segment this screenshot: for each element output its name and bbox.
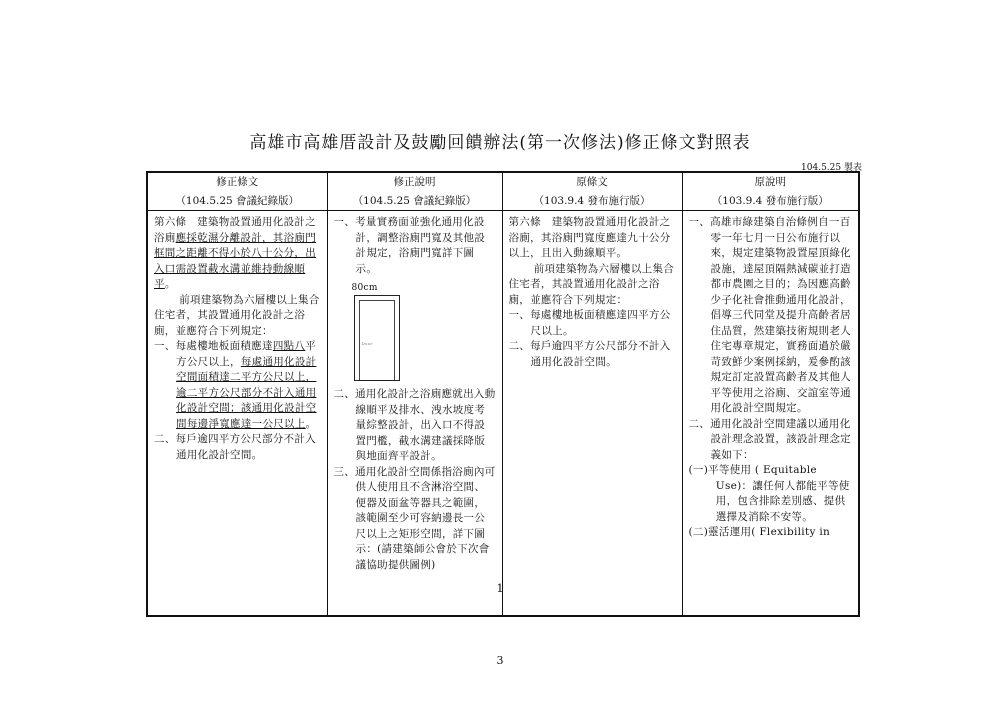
note-item: 一、高雄市綠建築自治條例自一百零一年七月一日公布施行以來，規定建築物設置屋頂綠化設施，達屋頂隔熱減碳並打造都市農園之目的；為因應高齡少子化社會推動通用化設計，倡導三代同堂及提升高齡者居住品質，然建築技術規則老人住宅專章規定，實務面過於嚴苛致鮮少案例採納，爰參酌該規定訂定設置高齡者及其他人平等使用之浴廁、交誼室等通用化設計空間規定。 (688, 216, 851, 414)
article-item: 二、每戶逾四平方公尺部分不計入通用化設計空間。 (154, 433, 316, 461)
made-date: 104.5.25 製表 (801, 163, 862, 173)
note-item: 三、通用化設計空間係指浴廁內可供人使用且不含淋浴空間、便器及面盆等器具之範圍，該範圍至少可容納邊長一公尺以上之矩形空間，詳下圖示：(請建築師公會於下次會議協助提供圖例) (333, 465, 496, 571)
cell-revised-note (327, 211, 502, 617)
header-sub: （104.5.25 會議紀錄版） (352, 195, 477, 207)
header-revised-note (327, 172, 502, 211)
revised-underline: 應採乾濕分離設計，其浴廁門框間之距離不得小於八十公分，出入口需設置截水溝並維持動線順平 (154, 231, 317, 290)
revised-underline: 四點八 (272, 340, 306, 352)
header-revised-article (147, 172, 327, 211)
note-item: 一、考量實務面並強化通用化設計，調整浴廁門寬及其他設計規定，浴廁門寬詳下圖示。 (333, 216, 486, 275)
article-item: 二、每戶逾四平方公尺部分不計入通用化設計空間。 (508, 340, 671, 368)
door-frame (354, 295, 400, 381)
outer-page-number: 3 (496, 654, 504, 667)
note-item: 二、通用化設計空間建議以通用化設計理念設置，該設計理念定義如下： (688, 417, 851, 461)
article-paragraph: 第六條 建築物設置通用化設計之浴廁應採乾濕分離設計，其浴廁門框間之距離不得小於八十公分，出入口需設置截水溝並維持動線順平。 (154, 216, 317, 290)
article-item: 一、每處樓地板面積應達四點八平方公尺以上，每處通用化設計空間面積達二平方公尺以上，逾二平方公尺部分不計入通用化設計空間；該通用化設計空間每邊淨寬應達一公尺以上。 (154, 340, 317, 430)
note-subitem: (一)平等使用 ( Equitable Use)：讓任何人都能平等使用，包含排除差別感、提供選擇及消除不安等。 (688, 464, 850, 523)
article-paragraph: 前項建築物為六層樓以上集合住宅者，其設置通用化設計之浴廁，並應符合下列規定： (508, 262, 675, 306)
header-sub: （104.5.25 會議紀錄版） (175, 195, 300, 207)
page-title: 高雄市高雄厝設計及鼓勵回饋辦法(第一次修法)修正條文對照表 (249, 133, 751, 153)
article-paragraph: 前項建築物為六層樓以上集合住宅者，其設置通用化設計之浴廁，並應符合下列規定： (154, 293, 320, 337)
door-tiny-label: Door (361, 341, 373, 346)
door-width-label: 80cm (351, 283, 378, 293)
revised-underline: 每處通用化設計空間面積達二平方公尺以上，逾二平方公尺部分不計入通用化設計空間；該通用化設計空間每邊淨寬應達一公尺以上 (176, 355, 317, 430)
header-original-note (682, 172, 859, 211)
cell-revised-article (147, 211, 327, 617)
note-subitem: (二)靈活運用( Flexibility in (688, 526, 831, 538)
header-label: 修正說明 (393, 176, 436, 188)
header-label: 原條文 (576, 176, 608, 188)
header-sub: （103.9.4 發布施行版） (533, 195, 651, 207)
cell-original-note (682, 211, 859, 617)
door-width-drawing (352, 281, 412, 381)
article-item: 一、每處樓地板面積應達四平方公尺以上。 (508, 309, 671, 337)
table-header-row (147, 172, 859, 211)
note-item: 二、通用化設計之浴廁應就出入動線順平及排水、洩水坡度考量綜整設計，出入口不得設置門檻，截水溝建議採降版與地面齊平設計。 (333, 388, 496, 462)
header-original-article (502, 172, 682, 211)
header-label: 原說明 (754, 176, 786, 188)
cell-original-article (502, 211, 682, 617)
header-sub: （103.9.4 發布施行版） (711, 195, 829, 207)
header-label: 修正條文 (216, 176, 259, 188)
table-body-row (147, 211, 859, 617)
inner-page-number: 1 (496, 582, 504, 595)
article-paragraph: 第六條 建築物設置通用化設計之浴廁，其浴廁門寬度應達九十公分以上，且出入動線順平。 (508, 216, 671, 259)
comparison-table (146, 171, 860, 617)
